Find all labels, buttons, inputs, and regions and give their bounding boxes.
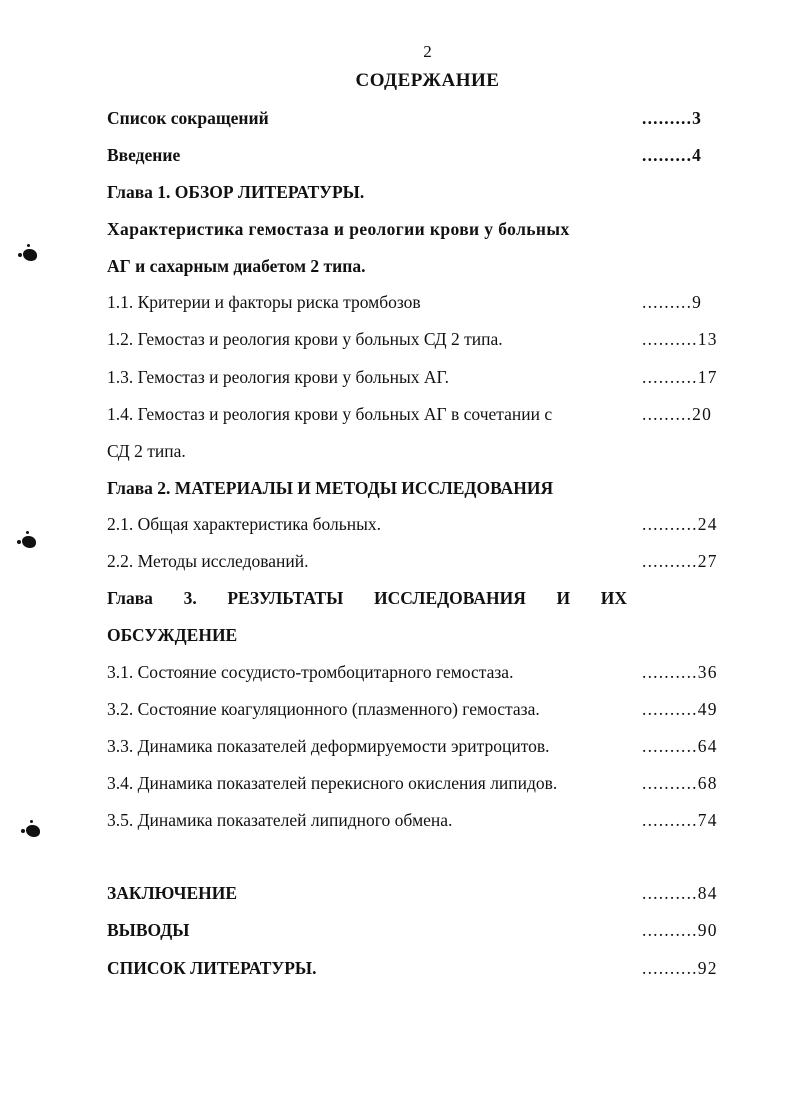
toc-entry-text: ВЫВОДЫ: [107, 920, 190, 940]
toc-entry-page: ..........92: [642, 958, 718, 978]
toc-title: СОДЕРЖАНИЕ: [355, 70, 500, 91]
toc-entry-introduction: [107, 145, 727, 173]
toc-entry-page: ..........17: [642, 367, 718, 387]
heading-word: ИХ: [600, 588, 627, 608]
toc-chapter-1-heading: [107, 182, 727, 210]
toc-entry-text: ЗАКЛЮЧЕНИЕ: [107, 883, 238, 903]
toc-chapter-1-subtitle-line1: [107, 219, 727, 247]
toc-entry-page: ..........84: [642, 883, 718, 903]
toc-chapter-3-heading: [107, 588, 727, 616]
binder-hole-mark: [26, 825, 40, 837]
toc-entry-text: 1.3. Гемостаз и реология крови у больных АГ.: [107, 367, 450, 387]
toc-entry-page: ..........68: [642, 773, 718, 793]
toc-entry-page: ..........90: [642, 920, 718, 940]
toc-entry-2-1: [107, 514, 727, 542]
toc-chapter-3-heading-continued: [107, 625, 727, 653]
toc-entry-2-2: [107, 551, 727, 579]
toc-entry-page: .........4: [642, 145, 703, 165]
toc-entry-text: Глава 2. МАТЕРИАЛЫ И МЕТОДЫ ИССЛЕДОВАНИЯ: [107, 478, 554, 498]
toc-entry-1-3: [107, 367, 727, 395]
toc-entry-text: АГ и сахарным диабетом 2 типа.: [107, 256, 366, 276]
toc-entry-page: ..........27: [642, 551, 718, 571]
toc-entry-findings: [107, 920, 727, 948]
toc-entry-page: ..........64: [642, 736, 718, 756]
toc-entry-text: СПИСОК ЛИТЕРАТУРЫ.: [107, 958, 317, 978]
heading-word: РЕЗУЛЬТАТЫ: [227, 588, 344, 608]
toc-entry-text: Глава 1. ОБЗОР ЛИТЕРАТУРЫ.: [107, 182, 365, 202]
toc-chapter-1-subtitle-line2: [107, 256, 727, 284]
toc-entry-text: Характеристика гемостаза и реологии крови у больных: [107, 219, 570, 239]
toc-entry-3-2: [107, 699, 727, 727]
heading-word: 3.: [183, 588, 197, 608]
toc-entry-page: ..........13: [642, 329, 718, 349]
toc-entry-references: [107, 958, 727, 986]
toc-entry-1-4-continued: [107, 441, 727, 469]
toc-entry-text: 3.4. Динамика показателей перекисного окисления липидов.: [107, 773, 558, 793]
toc-entry-text: 2.1. Общая характеристика больных.: [107, 514, 381, 534]
toc-entry-3-3: [107, 736, 727, 764]
toc-entry-conclusion: [107, 883, 727, 911]
toc-entry-page: .........3: [642, 108, 703, 128]
heading-word: И: [556, 588, 571, 608]
toc-entry-page: ..........74: [642, 810, 718, 830]
toc-entry-page: .........9: [642, 292, 703, 312]
toc-entry-text: 1.4. Гемостаз и реология крови у больных АГ в сочетании с: [107, 404, 553, 424]
toc-entry-text: 2.2. Методы исследований.: [107, 551, 309, 571]
toc-entry-text: 3.2. Состояние коагуляционного (плазменного) гемостаза.: [107, 699, 540, 719]
binder-hole-mark: [22, 536, 36, 548]
toc-entry-text: 1.2. Гемостаз и реология крови у больных СД 2 типа.: [107, 329, 503, 349]
page-number: 2: [423, 42, 432, 61]
toc-entry-text: 3.5. Динамика показателей липидного обмена.: [107, 810, 453, 830]
toc-entry-text: Список сокращений: [107, 108, 269, 128]
toc-entry-text: 3.3. Динамика показателей деформируемости эритроцитов.: [107, 736, 550, 756]
toc-entry-text: 3.1. Состояние сосудисто-тромбоцитарного гемостаза.: [107, 662, 514, 682]
toc-entry-page: ..........49: [642, 699, 718, 719]
toc-entry-1-4: [107, 404, 727, 432]
heading-word: ИССЛЕДОВАНИЯ: [373, 588, 526, 608]
toc-entry-3-5: [107, 810, 727, 838]
toc-entry-page: ..........36: [642, 662, 718, 682]
toc-entry-abbreviations: [107, 108, 727, 136]
toc-entry-page: .........20: [642, 404, 713, 424]
toc-entry-3-1: [107, 662, 727, 690]
toc-entry-1-2: [107, 329, 727, 357]
toc-entry-1-1: [107, 292, 727, 320]
toc-entry-page: ..........24: [642, 514, 718, 534]
toc-entry-text: [107, 588, 627, 609]
toc-entry-text: ОБСУЖДЕНИЕ: [107, 625, 238, 645]
toc-chapter-2-heading: [107, 478, 727, 506]
binder-hole-mark: [23, 249, 37, 261]
heading-word: Глава: [107, 588, 153, 608]
toc-entry-3-4: [107, 773, 727, 801]
toc-entry-text: 1.1. Критерии и факторы риска тромбозов: [107, 292, 421, 312]
toc-entry-text: Введение: [107, 145, 181, 165]
toc-entry-text: СД 2 типа.: [107, 441, 186, 461]
